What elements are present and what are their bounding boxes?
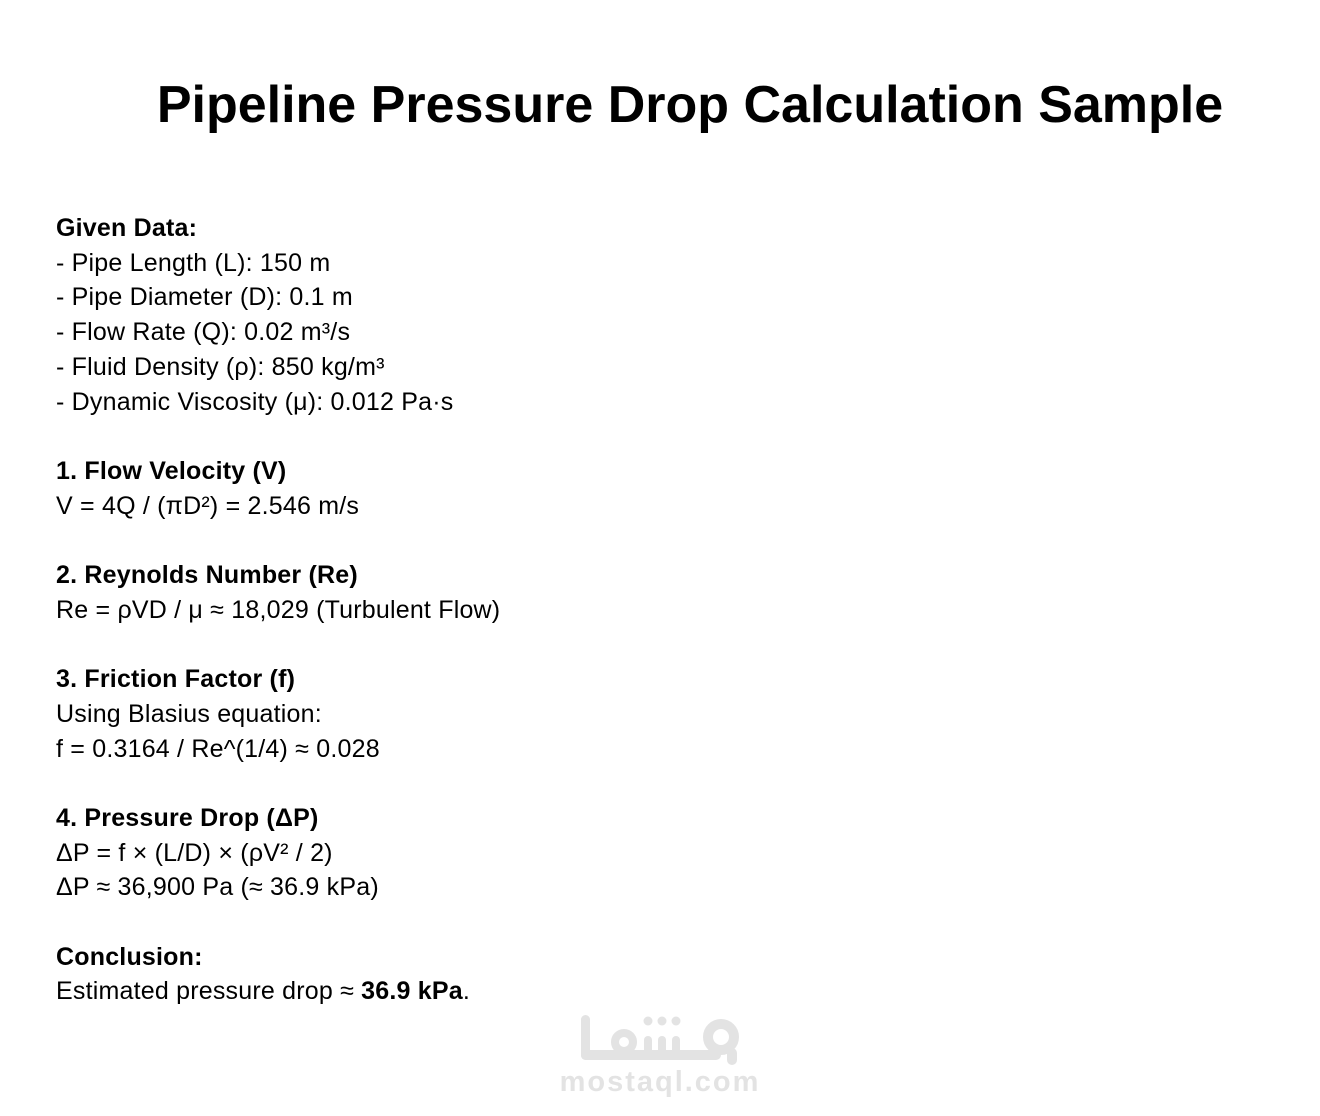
section-pressure-drop — [56, 801, 500, 905]
conclusion-period: . — [462, 977, 471, 1006]
section-flow-velocity — [56, 454, 500, 523]
section-given-data — [56, 211, 500, 419]
formula-line: V = 4Q / (πD²) = 2.546 m/s — [56, 491, 360, 520]
given-data-item: - Pipe Diameter (D): 0.1 m — [56, 283, 353, 312]
section-heading: 1. Flow Velocity (V) — [56, 456, 287, 485]
conclusion-value: 36.9 kPa — [361, 977, 463, 1006]
document-body — [56, 211, 500, 1044]
section-heading: 3. Friction Factor (f) — [56, 665, 296, 694]
formula-line: Re = ρVD / μ ≈ 18,029 (Turbulent Flow) — [56, 595, 501, 624]
formula-line: ΔP = f × (L/D) × (ρV² / 2) — [56, 838, 333, 867]
given-data-item: - Pipe Length (L): 150 m — [56, 248, 331, 277]
section-heading: 2. Reynolds Number (Re) — [56, 561, 358, 589]
conclusion-line — [56, 974, 500, 1009]
mostaql-arabic-logo-icon — [578, 1014, 742, 1066]
mostaql-watermark — [530, 1014, 790, 1097]
mostaql-site-label: mostaql.com — [559, 1066, 761, 1098]
given-data-item: - Flow Rate (Q): 0.02 m³/s — [56, 318, 351, 347]
section-heading: Given Data: — [56, 214, 198, 242]
formula-line: Using Blasius equation: — [56, 699, 322, 728]
page-title: Pipeline Pressure Drop Calculation Sample — [156, 76, 1224, 134]
section-conclusion — [56, 940, 500, 1009]
given-data-item: - Dynamic Viscosity (μ): 0.012 Pa·s — [56, 387, 454, 416]
formula-line: f = 0.3164 / Re^(1/4) ≈ 0.028 — [56, 734, 380, 763]
conclusion-text: Estimated pressure drop ≈ — [56, 977, 362, 1006]
section-heading: 4. Pressure Drop (ΔP) — [56, 803, 319, 832]
given-data-item: - Fluid Density (ρ): 850 kg/m³ — [56, 352, 385, 381]
section-heading: Conclusion: — [56, 942, 203, 971]
section-friction-factor — [56, 662, 500, 766]
section-reynolds-number — [56, 558, 500, 627]
formula-line: ΔP ≈ 36,900 Pa (≈ 36.9 kPa) — [56, 873, 379, 902]
